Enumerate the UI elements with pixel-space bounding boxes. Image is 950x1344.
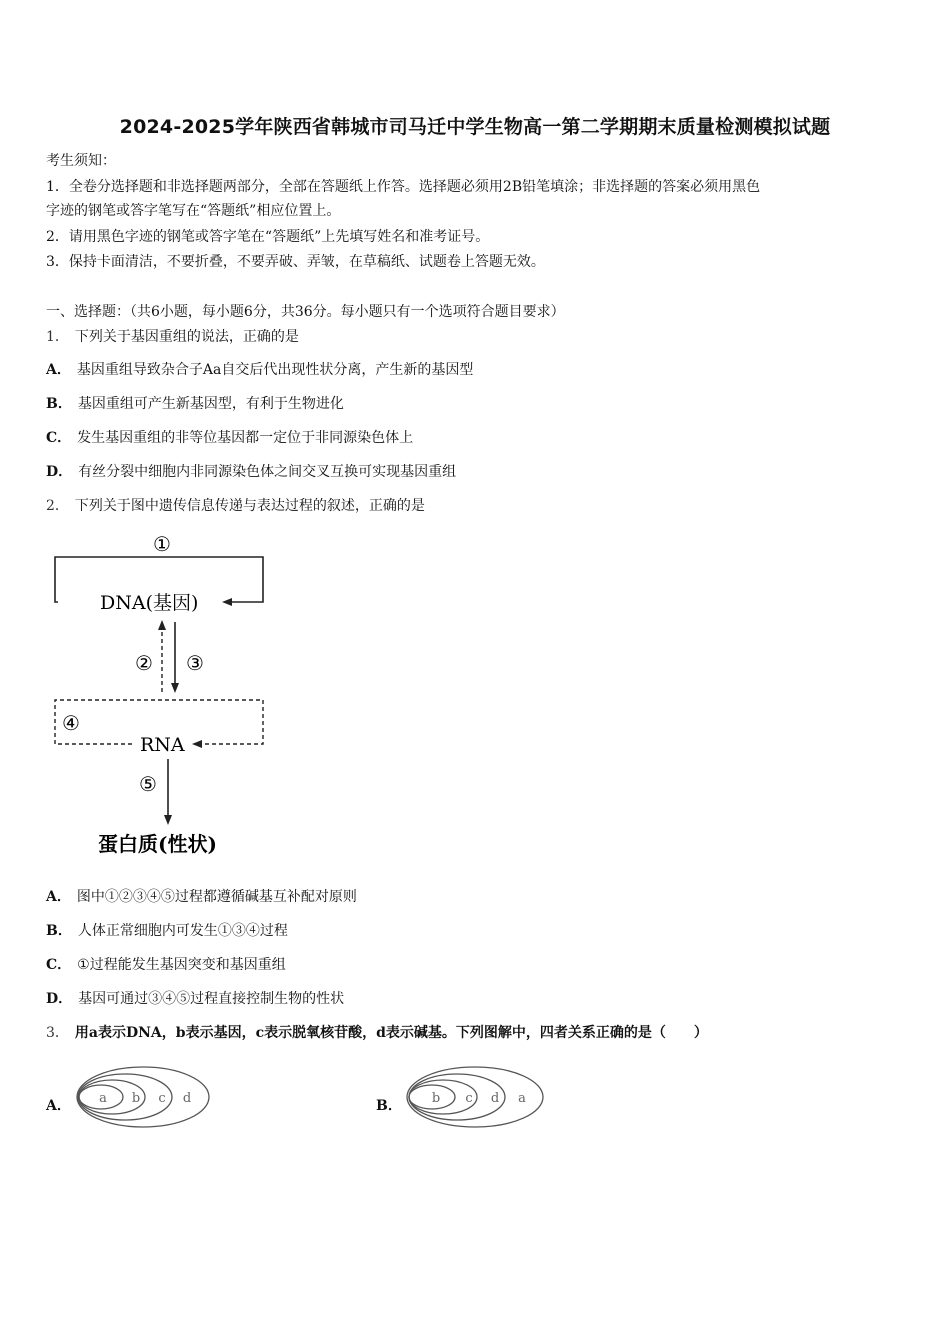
option-text: 基因可通过③④⑤过程直接控制生物的性状: [78, 991, 345, 1007]
q3-option-a-letter: [46, 1096, 77, 1116]
circle-2-label: ②: [135, 651, 153, 675]
question-number: 1．: [46, 329, 69, 345]
question-text: 下列关于基因重组的说法，正确的是: [74, 329, 299, 345]
q2-option-c: [46, 955, 286, 975]
option-letter: A．: [46, 889, 71, 905]
ellipse-label: c: [465, 1091, 473, 1106]
option-text: 图中①②③④⑤过程都遵循碱基互补配对原则: [76, 889, 357, 905]
option-text: 发生基因重组的非等位基因都一定位于非同源染色体上: [77, 430, 414, 446]
circle-4-label: ④: [62, 711, 80, 735]
option-text: 有丝分裂中细胞内非同源染色体之间交叉互换可实现基因重组: [78, 464, 457, 480]
option-letter: B．: [376, 1098, 402, 1114]
page-title: 2024-2025学年陕西省韩城市司马迁中学生物高一第二学期期末质量检测模拟试题: [119, 116, 831, 138]
option-text: 基因重组导致杂合子Aa自交后代出现性状分离，产生新的基因型: [76, 362, 474, 378]
q1-option-c: [46, 428, 413, 448]
q2-option-d: [46, 989, 344, 1009]
arrow-head: [192, 740, 202, 748]
option-letter: D．: [46, 464, 73, 480]
option-letter: A．: [46, 362, 71, 378]
option-text: 基因重组可产生新基因型，有利于生物进化: [77, 396, 344, 412]
dna-label: DNA(基因): [100, 592, 199, 614]
ellipse-label: a: [518, 1091, 526, 1106]
q2-option-b: [46, 921, 288, 941]
question-number: 3．: [46, 1025, 69, 1041]
ellipse-label: d: [182, 1091, 192, 1106]
section-heading: 一、选择题：（共6小题，每小题6分，共36分。每小题只有一个选项符合题目要求）: [46, 304, 565, 320]
q3-option-a-diagram: [75, 1063, 220, 1133]
notice-item: 字迹的钢笔或答字笔写在“答题纸”相应位置上。: [46, 203, 341, 219]
central-dogma-diagram: [40, 525, 280, 865]
ellipse-label: b: [431, 1091, 441, 1106]
circle-3-label: ③: [186, 651, 204, 675]
notice-item: 3．保持卡面清洁，不要折叠，不要弄破、弄皱，在草稿纸、试题卷上答题无效。: [46, 254, 545, 270]
question-text: 用a表示DNA，b表示基因，c表示脱氧核苷酸，d表示碱基。下列图解中，四者关系正确的是（ ）: [74, 1025, 708, 1041]
question-3-stem: [46, 1023, 708, 1043]
circle-5-label: ⑤: [139, 772, 157, 796]
q3-option-b-letter: [376, 1096, 408, 1116]
q1-option-b: [46, 394, 344, 414]
option-text: 人体正常细胞内可发生①③④过程: [77, 923, 288, 939]
option-letter: B．: [46, 923, 72, 939]
q3-option-b-diagram: [405, 1063, 550, 1133]
q1-option-a: [46, 360, 473, 380]
question-number: 2．: [46, 498, 69, 514]
arrow-head: [158, 620, 166, 630]
option-text: ①过程能发生基因突变和基因重组: [77, 957, 286, 973]
question-2-stem: [46, 496, 425, 516]
option-letter: B．: [46, 396, 72, 412]
option-letter: C．: [46, 957, 72, 973]
question-1-stem: [46, 327, 299, 347]
ellipse-label: a: [99, 1091, 107, 1106]
q1-option-d: [46, 462, 456, 482]
circle-1-label: ①: [153, 532, 171, 556]
q2-option-a: [46, 887, 357, 907]
rna-label: RNA: [140, 734, 185, 756]
question-text: 下列关于图中遗传信息传递与表达过程的叙述，正确的是: [74, 498, 425, 514]
ellipse-label: b: [131, 1091, 141, 1106]
ellipse-label: d: [490, 1091, 500, 1106]
protein-label: 蛋白质(性状): [98, 832, 217, 856]
arrow-head: [222, 598, 232, 606]
arrow-head: [171, 683, 179, 693]
option-letter: A．: [46, 1098, 71, 1114]
notice-heading: 考生须知：: [46, 153, 116, 169]
option-letter: C．: [46, 430, 72, 446]
notice-item: 2．请用黑色字迹的钢笔或答字笔在“答题纸”上先填写姓名和准考证号。: [46, 229, 490, 245]
option-letter: D．: [46, 991, 73, 1007]
arrow-head: [164, 815, 172, 825]
notice-item: 1．全卷分选择题和非选择题两部分，全部在答题纸上作答。选择题必须用2B铅笔填涂；非选择题的答案必须用黑色: [46, 179, 761, 195]
ellipse-label: c: [158, 1091, 166, 1106]
